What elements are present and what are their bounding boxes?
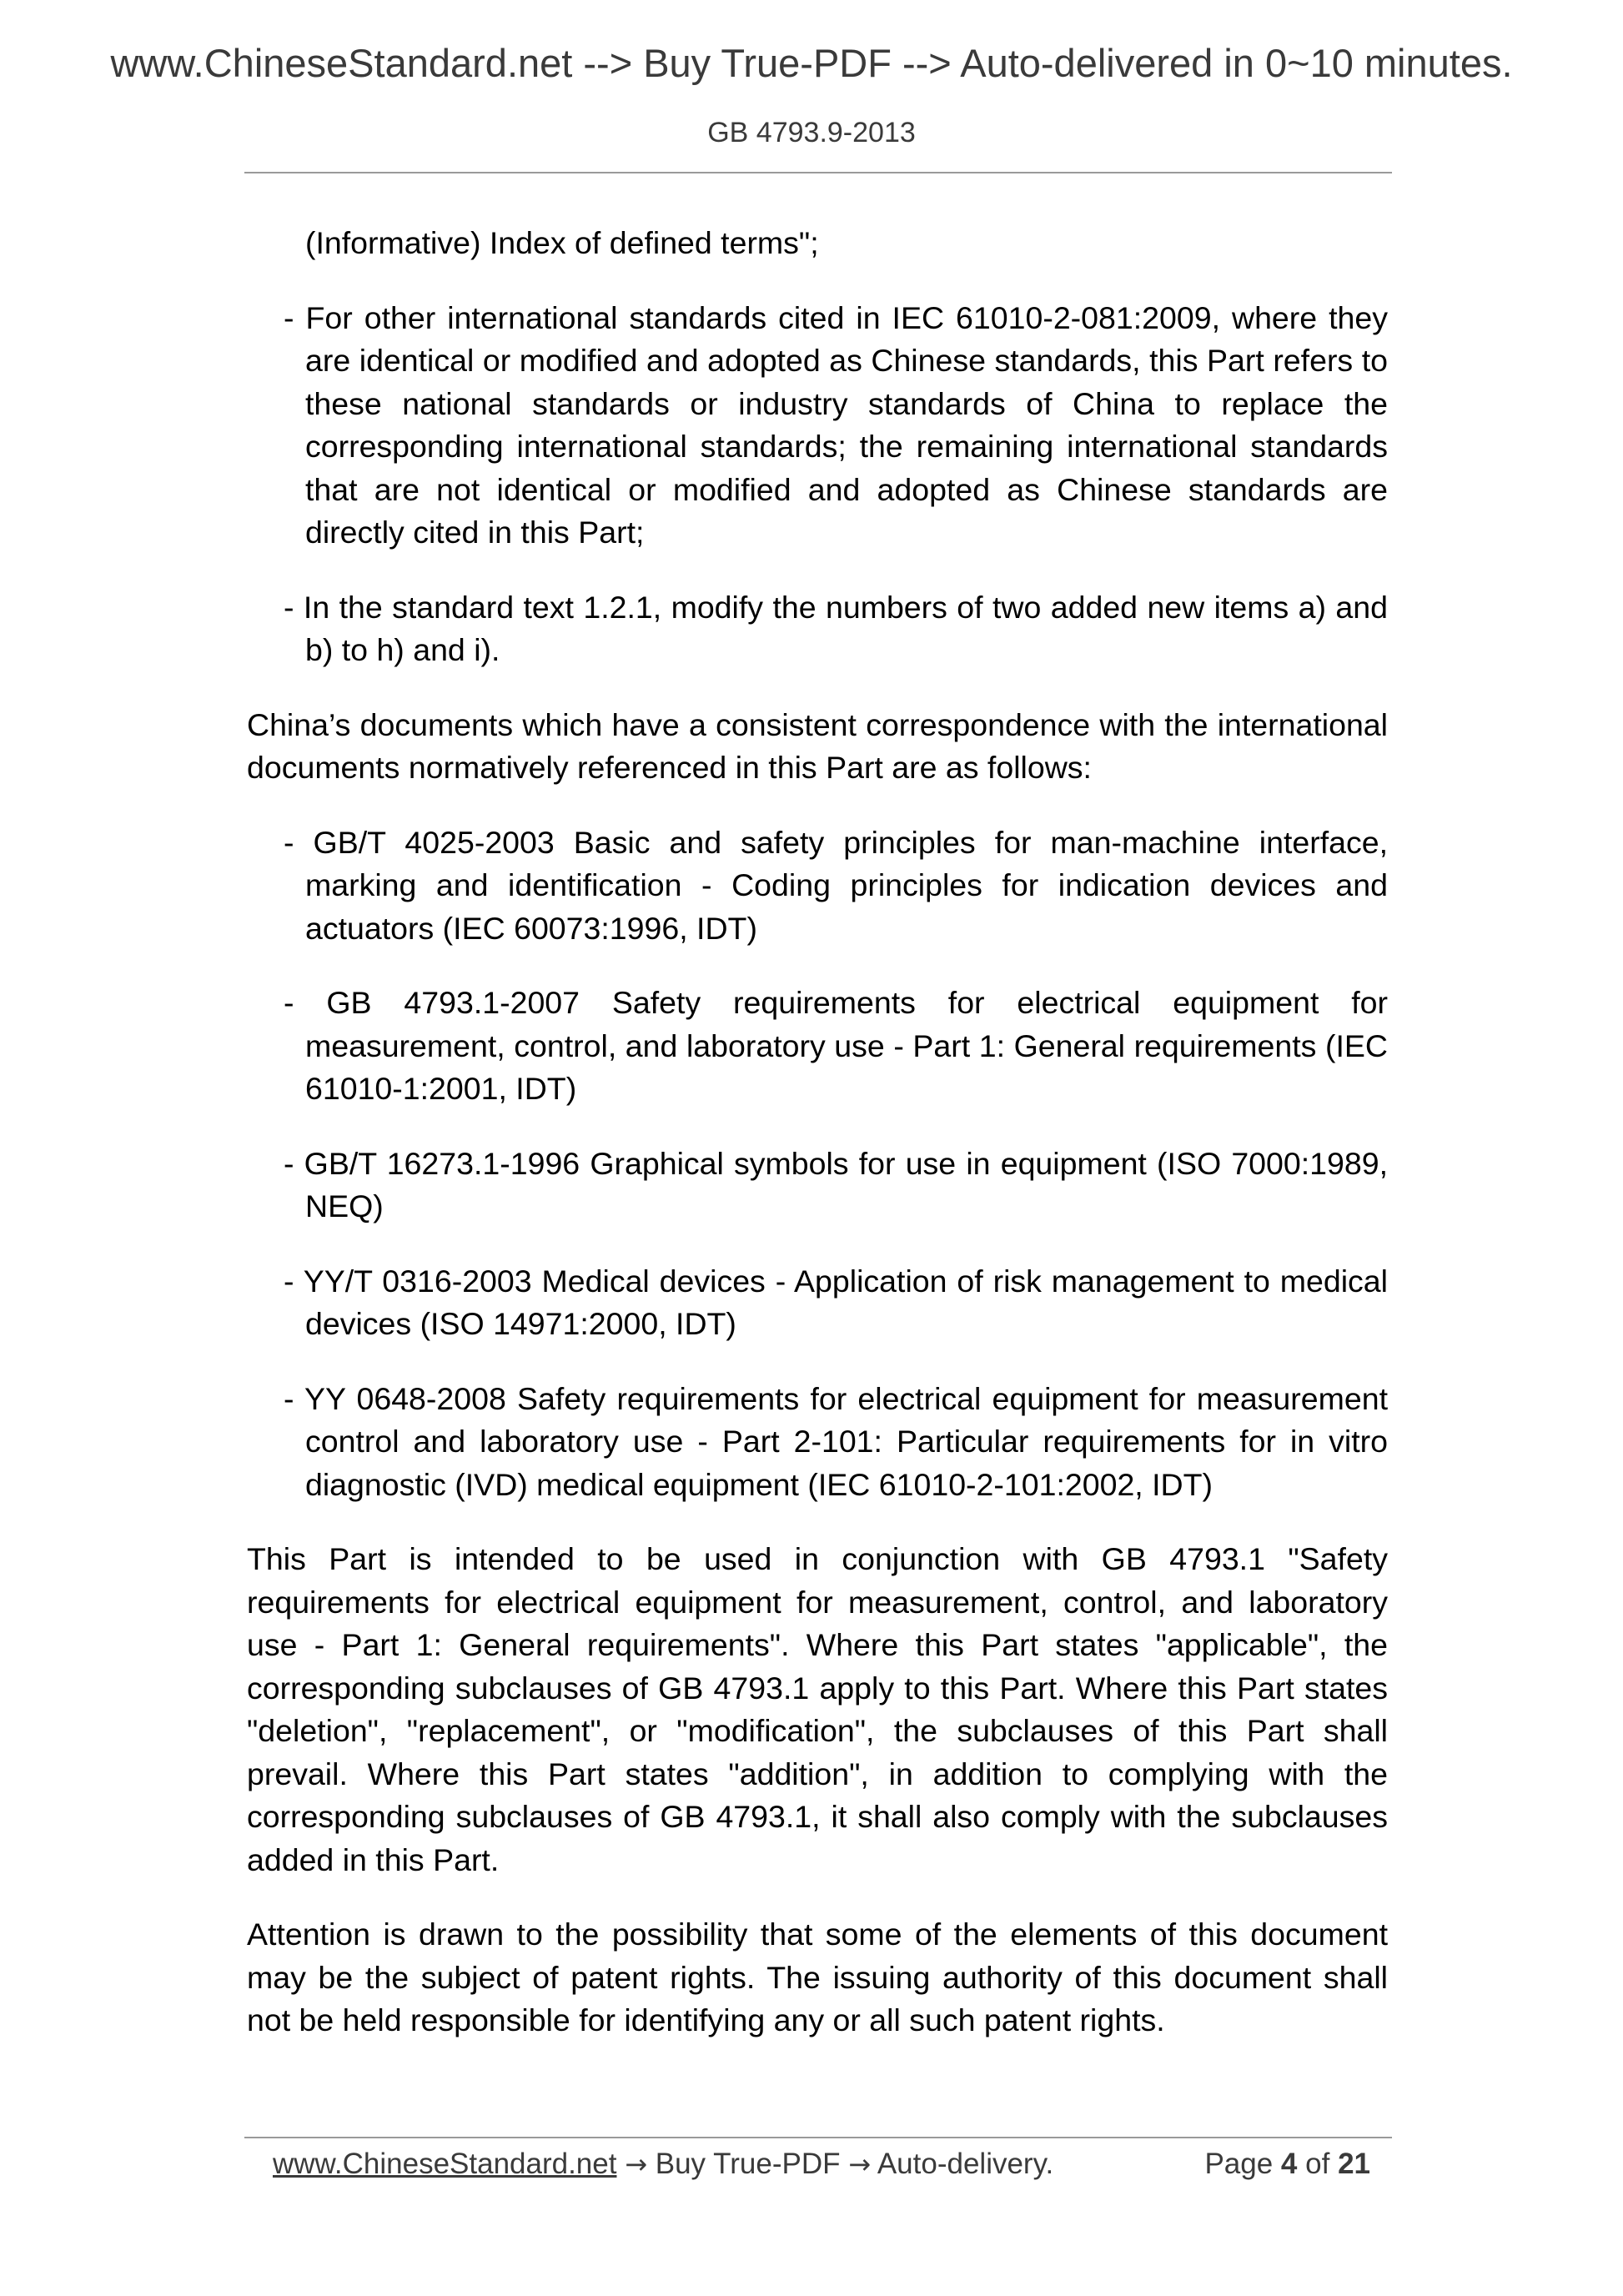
reference-item-yy-0648: - YY 0648-2008 Safety requirements for electrical equipment for measurement control and laboratory use - Part 2-101: Particular requirements for in vitro diagnostic (IVD) medical equipment (IEC 61010-2-101:2002, IDT) [284,1380,1388,1502]
change-item-renumbering: - In the standard text 1.2.1, modify the numbers of two added new items a) and b) to h) and i). [284,589,1388,667]
page-number: 4 [1280,2148,1298,2180]
reference-item-gbt-4025: - GB/T 4025-2003 Basic and safety principles for man-machine interface, marking and identification - Coding principles for indication devices and actuators (IEC 60073:1996, IDT) [284,824,1388,946]
correspondence-intro: China’s documents which have a consistent correspondence with the international documents normatively referenced in this Part are as follows: [247,706,1388,785]
footer-site-link[interactable]: www.ChineseStandard.net [273,2148,617,2180]
arrow-right-icon: → [625,2148,648,2180]
reference-item-gbt-16273-1: - GB/T 16273.1-1996 Graphical symbols for use in equipment (ISO 7000:1989, NEQ) [284,1145,1388,1223]
change-item-cited-standards: - For other international standards cited in IEC 61010-2-081:2009, where they are identical or modified and adopted as Chinese standards, this Part refers to these national standards or industry standards of China to replace the corresponding international standards; the remaining international standards that are not identical or modified and adopted as Chinese standards are directly cited in this Part; [284,299,1388,550]
header-divider [244,172,1392,173]
patent-paragraph: Attention is drawn to the possibility that some of the elements of this document may be the subject of patent rights. The issuing authority of this document shall not be held responsible for identifying any or all such patent rights. [247,1917,1388,2037]
footer-divider [244,2137,1392,2138]
standard-code: GB 4793.9-2013 [707,117,916,148]
total-pages: 21 [1338,2148,1370,2180]
site-banner: www.ChineseStandard.net --> Buy True-PDF --> Auto-delivered in 0~10 minutes. [110,41,1513,85]
page-indicator [1204,2139,1370,2189]
footer-delivery-text: Auto-delivery. [877,2148,1054,2180]
continuation-text: (Informative) Index of defined terms"; [305,225,819,260]
document-body [247,222,1388,2074]
reference-item-yyt-0316: - YY/T 0316-2003 Medical devices - Application of risk management to medical devices (ISO 14971:2000, IDT) [284,1263,1388,1341]
footer-promo [273,2139,1053,2189]
page-footer [273,2139,1370,2189]
reference-item-gb-4793-1: - GB 4793.1-2007 Safety requirements for electrical equipment for measurement, control, and laboratory use - Part 1: General requirements (IEC 61010-1:2001, IDT) [284,985,1388,1106]
footer-buy-text: Buy True-PDF [655,2148,841,2180]
of-label: of [1305,2148,1330,2180]
usage-paragraph: This Part is intended to be used in conjunction with GB 4793.1 "Safety requirements for electrical equipment for measurement, control, and laboratory use - Part 1: General requirements". Where this Part states "applicable", the corresponding subclauses of GB 4793.1 apply to this Part. Where this Part states "deletion", "replacement", or "modification", the subclauses of this Part shall prevail. Where this Part states "addition", in addition to complying with the corresponding subclauses of GB 4793.1, it shall also comply with the subclauses added in this Part. [247,1541,1388,1877]
arrow-right-icon: → [848,2148,872,2180]
page-label: Page [1204,2148,1274,2180]
